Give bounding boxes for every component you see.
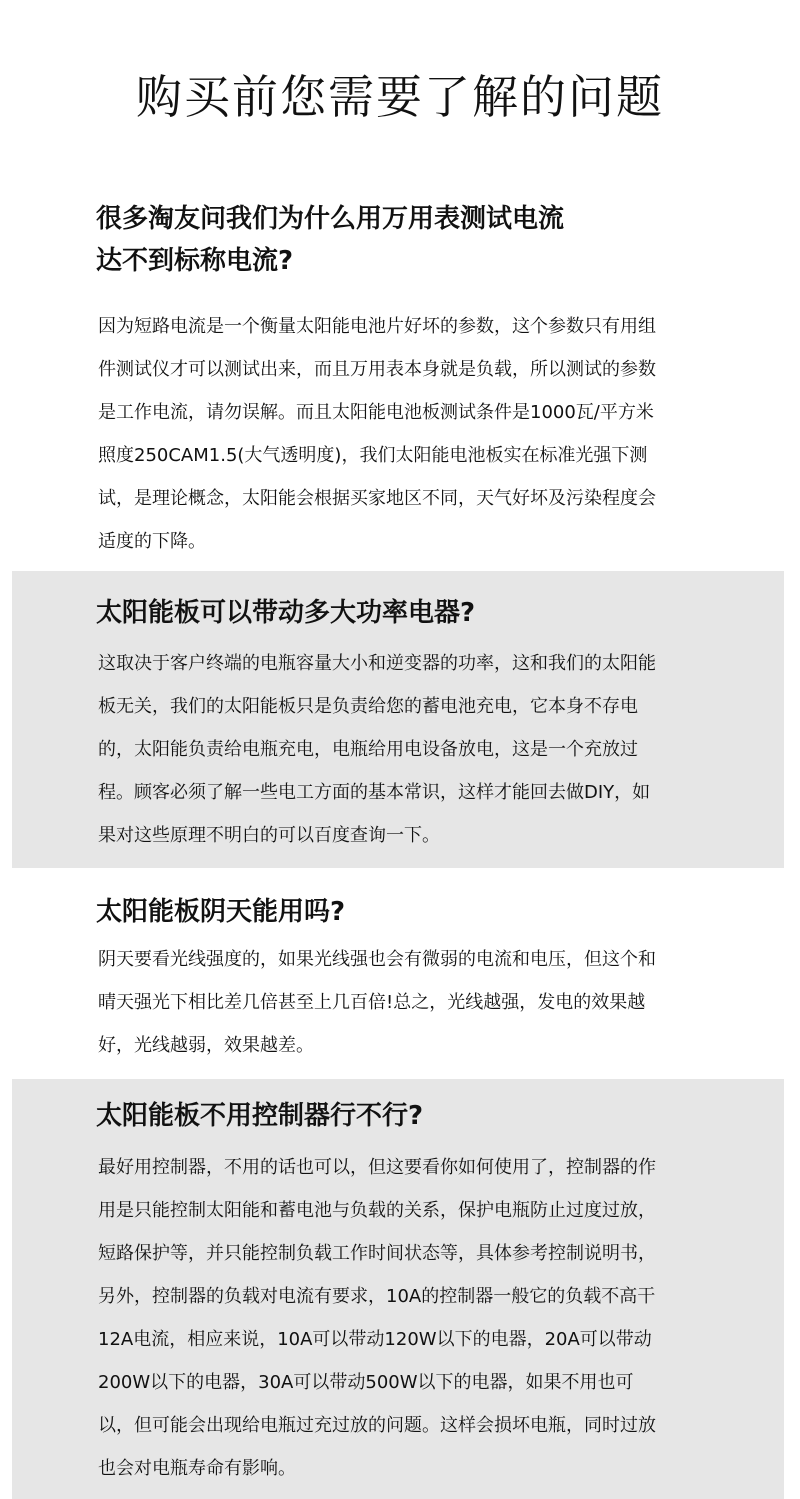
question-title-line: 太阳能板不用控制器行不行? xyxy=(96,1101,424,1131)
faq-section-load-power xyxy=(12,571,784,868)
question-title-line: 很多淘友问我们为什么用万用表测试电流 xyxy=(96,204,565,234)
answer-line: 阴天要看光线强度的，如果光线强也会有微弱的电流和电压，但这个和 xyxy=(98,949,656,970)
answer-line: 200W以下的电器，30A可以带动500W以下的电器，如果不用也可 xyxy=(98,1372,634,1393)
answer-line: 程。顾客必须了解一些电工方面的基本常识，这样才能回去做DIY，如 xyxy=(98,782,651,803)
faq-section-cloudy-day xyxy=(0,868,800,1078)
answer-line: 因为短路电流是一个衡量太阳能电池片好坏的参数，这个参数只有用组 xyxy=(98,316,656,337)
question-title-line: 达不到标称电流? xyxy=(96,246,294,276)
answer-line: 12A电流，相应来说，10A可以带动120W以下的电器，20A可以带动 xyxy=(98,1329,652,1350)
faq-section-controller xyxy=(12,1079,784,1499)
answer-text xyxy=(98,305,738,563)
answer-line: 最好用控制器，不用的话也可以，但这要看你如何使用了，控制器的作 xyxy=(98,1157,656,1178)
answer-line: 果对这些原理不明白的可以百度查询一下。 xyxy=(98,825,440,846)
question-title xyxy=(96,592,475,634)
answer-line: 也会对电瓶寿命有影响。 xyxy=(98,1458,296,1479)
answer-line: 照度250CAM1.5(大气透明度)，我们太阳能电池板实在标准光强下测 xyxy=(98,445,648,466)
answer-text xyxy=(98,642,738,857)
question-title xyxy=(96,1095,423,1137)
answer-text xyxy=(98,938,738,1067)
answer-line: 的，太阳能负责给电瓶充电，电瓶给用电设备放电，这是一个充放过 xyxy=(98,739,638,760)
faq-section-short-circuit-current xyxy=(0,190,800,570)
question-title-line: 太阳能板可以带动多大功率电器? xyxy=(96,598,476,628)
answer-line: 以，但可能会出现给电瓶过充过放的问题。这样会损坏电瓶，同时过放 xyxy=(98,1415,656,1436)
answer-line: 另外，控制器的负载对电流有要求，10A的控制器一般它的负载不高干 xyxy=(98,1286,656,1307)
answer-line: 适度的下降。 xyxy=(98,531,206,552)
answer-line: 是工作电流，请勿误解。而且太阳能电池板测试条件是1000瓦/平方米 xyxy=(98,402,654,423)
question-title xyxy=(96,891,345,933)
answer-line: 好，光线越弱，效果越差。 xyxy=(98,1035,314,1056)
question-title-line: 太阳能板阴天能用吗? xyxy=(96,897,346,927)
answer-line: 短路保护等，并只能控制负载工作时间状态等，具体参考控制说明书， xyxy=(98,1243,656,1264)
answer-line: 晴天强光下相比差几倍甚至上几百倍!总之，光线越强，发电的效果越 xyxy=(98,992,646,1013)
answer-line: 用是只能控制太阳能和蓄电池与负载的关系，保护电瓶防止过度过放， xyxy=(98,1200,656,1221)
answer-line: 板无关，我们的太阳能板只是负责给您的蓄电池充电，它本身不存电 xyxy=(98,696,638,717)
page-title: 购买前您需要了解的问题 xyxy=(136,70,664,124)
answer-text xyxy=(98,1146,738,1490)
question-title xyxy=(96,198,564,282)
answer-line: 这取决于客户终端的电瓶容量大小和逆变器的功率，这和我们的太阳能 xyxy=(98,653,656,674)
answer-line: 件测试仪才可以测试出来，而且万用表本身就是负载，所以测试的参数 xyxy=(98,359,656,380)
answer-line: 试，是理论概念，太阳能会根据买家地区不同，天气好坏及污染程度会 xyxy=(98,488,656,509)
